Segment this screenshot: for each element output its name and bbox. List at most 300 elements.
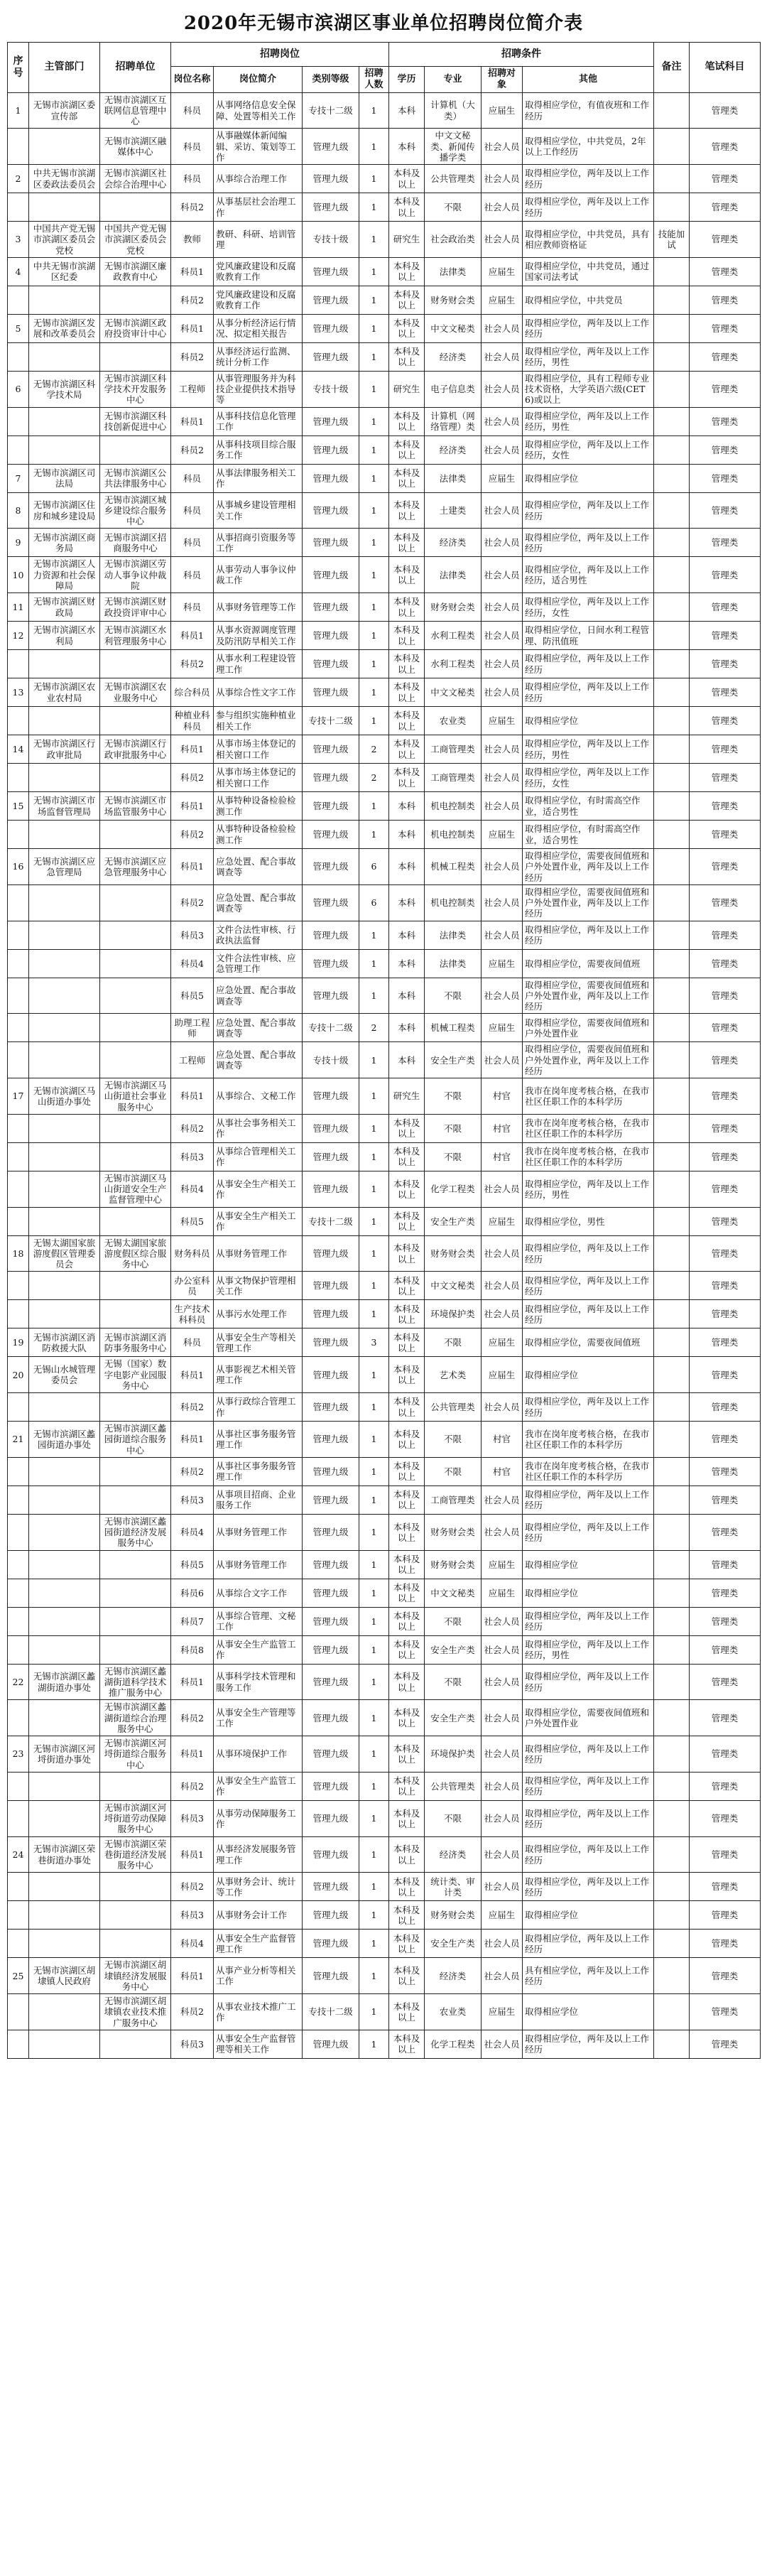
cell-dept bbox=[29, 1579, 100, 1607]
cell-post-name: 科员2 bbox=[171, 650, 214, 678]
cell-remark bbox=[654, 884, 690, 921]
cell-other: 取得相应学位，两年及以上工作经历 bbox=[523, 1514, 654, 1550]
cell-dept: 无锡市滨湖区消防救援大队 bbox=[29, 1328, 100, 1357]
cell-no: 2 bbox=[8, 165, 29, 193]
cell-category: 管理九级 bbox=[303, 1171, 359, 1207]
cell-count: 1 bbox=[359, 129, 389, 165]
cell-post-desc: 从事安全生产相关工作 bbox=[214, 1171, 303, 1207]
cell-unit bbox=[100, 1930, 171, 1958]
cell-remark bbox=[654, 1901, 690, 1930]
cell-category: 管理九级 bbox=[303, 650, 359, 678]
cell-category: 管理九级 bbox=[303, 435, 359, 464]
cell-exam: 管理类 bbox=[690, 342, 761, 371]
cell-education: 本科及以上 bbox=[389, 1235, 425, 1272]
cell-target: 社会人员 bbox=[482, 1171, 523, 1207]
cell-major: 法律类 bbox=[425, 464, 482, 492]
table-row bbox=[8, 2030, 761, 2058]
cell-education: 本科及以上 bbox=[389, 1800, 425, 1836]
cell-post-desc: 从事产业分析等相关工作 bbox=[214, 1958, 303, 1994]
cell-other: 取得相应学位，两年及以上工作经历 bbox=[523, 650, 654, 678]
cell-category: 管理九级 bbox=[303, 193, 359, 222]
cell-no: 4 bbox=[8, 257, 29, 286]
cell-major: 不限 bbox=[425, 1328, 482, 1357]
cell-dept bbox=[29, 1114, 100, 1142]
cell-other: 取得相应学位 bbox=[523, 1550, 654, 1579]
cell-education: 本科及以上 bbox=[389, 529, 425, 557]
cell-target: 应届生 bbox=[482, 1357, 523, 1393]
cell-other: 取得相应学位，中共党员，通过国家司法考试 bbox=[523, 257, 654, 286]
cell-count: 1 bbox=[359, 557, 389, 593]
cell-count: 1 bbox=[359, 593, 389, 622]
cell-post-desc: 从事安全生产监督管理等相关工作 bbox=[214, 2030, 303, 2058]
cell-remark bbox=[654, 1994, 690, 2030]
cell-other: 取得相应学位，两年及以上工作经历 bbox=[523, 1930, 654, 1958]
cell-target: 应届生 bbox=[482, 257, 523, 286]
cell-unit bbox=[100, 1207, 171, 1235]
cell-target: 应届生 bbox=[482, 1014, 523, 1042]
cell-target: 社会人员 bbox=[482, 1607, 523, 1635]
cell-major: 安全生产类 bbox=[425, 1635, 482, 1664]
cell-remark bbox=[654, 1457, 690, 1485]
cell-unit: 无锡市滨湖区消防事务服务中心 bbox=[100, 1328, 171, 1357]
cell-category: 管理九级 bbox=[303, 1235, 359, 1272]
cell-unit: 无锡市滨湖区蠡园街道经济发展服务中心 bbox=[100, 1514, 171, 1550]
cell-dept bbox=[29, 1272, 100, 1300]
table-row bbox=[8, 1736, 761, 1773]
table-row bbox=[8, 1235, 761, 1272]
cell-education: 本科及以上 bbox=[389, 1930, 425, 1958]
cell-count: 1 bbox=[359, 1514, 389, 1550]
table-row bbox=[8, 407, 761, 435]
header-exam: 笔试科目 bbox=[690, 43, 761, 93]
cell-target: 社会人员 bbox=[482, 593, 523, 622]
cell-post-desc: 从事基层社会治理工作 bbox=[214, 193, 303, 222]
cell-other: 取得相应学位，两年及以上工作经历 bbox=[523, 678, 654, 707]
cell-education: 本科及以上 bbox=[389, 342, 425, 371]
cell-education: 本科及以上 bbox=[389, 492, 425, 529]
table-row bbox=[8, 1457, 761, 1485]
cell-remark bbox=[654, 1272, 690, 1300]
cell-no bbox=[8, 1272, 29, 1300]
cell-dept bbox=[29, 1300, 100, 1328]
cell-exam: 管理类 bbox=[690, 707, 761, 735]
cell-exam: 管理类 bbox=[690, 949, 761, 978]
cell-post-desc: 从事科学技术管理和服务工作 bbox=[214, 1664, 303, 1700]
cell-count: 1 bbox=[359, 1700, 389, 1736]
cell-post-name: 科员4 bbox=[171, 1930, 214, 1958]
cell-category: 管理九级 bbox=[303, 1800, 359, 1836]
cell-no: 20 bbox=[8, 1357, 29, 1393]
cell-exam: 管理类 bbox=[690, 849, 761, 885]
cell-target: 社会人员 bbox=[482, 1772, 523, 1800]
cell-remark bbox=[654, 92, 690, 129]
table-row bbox=[8, 1836, 761, 1873]
cell-exam: 管理类 bbox=[690, 1635, 761, 1664]
cell-count: 1 bbox=[359, 978, 389, 1014]
table-body bbox=[8, 92, 761, 2058]
cell-exam: 管理类 bbox=[690, 593, 761, 622]
table-row bbox=[8, 1579, 761, 1607]
cell-remark bbox=[654, 1772, 690, 1800]
cell-post-desc: 从事劳动保障服务工作 bbox=[214, 1800, 303, 1836]
cell-remark bbox=[654, 1328, 690, 1357]
cell-dept bbox=[29, 650, 100, 678]
cell-education: 本科及以上 bbox=[389, 1485, 425, 1514]
cell-major: 财务财会类 bbox=[425, 286, 482, 314]
cell-unit bbox=[100, 1114, 171, 1142]
cell-exam: 管理类 bbox=[690, 492, 761, 529]
cell-no bbox=[8, 435, 29, 464]
cell-count: 1 bbox=[359, 492, 389, 529]
cell-target: 社会人员 bbox=[482, 1514, 523, 1550]
cell-target: 应届生 bbox=[482, 949, 523, 978]
cell-unit bbox=[100, 1393, 171, 1422]
cell-post-name: 科员2 bbox=[171, 1393, 214, 1422]
cell-post-desc: 从事财务管理工作 bbox=[214, 1514, 303, 1550]
cell-education: 本科 bbox=[389, 849, 425, 885]
cell-remark bbox=[654, 921, 690, 949]
cell-post-name: 科员1 bbox=[171, 1958, 214, 1994]
table-row bbox=[8, 884, 761, 921]
cell-remark bbox=[654, 193, 690, 222]
cell-other: 取得相应学位，日间水利工程管理、防汛值班 bbox=[523, 622, 654, 650]
cell-exam: 管理类 bbox=[690, 1772, 761, 1800]
cell-unit: 中国共产党无锡市滨湖区委员会党校 bbox=[100, 222, 171, 258]
cell-target: 应届生 bbox=[482, 1550, 523, 1579]
cell-remark bbox=[654, 1485, 690, 1514]
cell-no bbox=[8, 1930, 29, 1958]
cell-remark bbox=[654, 949, 690, 978]
cell-dept: 中共无锡市滨湖区委政法委员会 bbox=[29, 165, 100, 193]
cell-unit: 无锡市滨湖区胡埭镇农业技术推广服务中心 bbox=[100, 1994, 171, 2030]
cell-remark bbox=[654, 1873, 690, 1901]
cell-no: 25 bbox=[8, 1958, 29, 1994]
cell-category: 管理九级 bbox=[303, 557, 359, 593]
cell-no bbox=[8, 1171, 29, 1207]
cell-remark bbox=[654, 1114, 690, 1142]
cell-exam: 管理类 bbox=[690, 557, 761, 593]
cell-exam: 管理类 bbox=[690, 1700, 761, 1736]
cell-no bbox=[8, 1514, 29, 1550]
cell-category: 管理九级 bbox=[303, 1901, 359, 1930]
cell-major: 不限 bbox=[425, 1422, 482, 1458]
cell-count: 1 bbox=[359, 1485, 389, 1514]
cell-exam: 管理类 bbox=[690, 1800, 761, 1836]
cell-post-desc: 从事法律服务相关工作 bbox=[214, 464, 303, 492]
cell-unit bbox=[100, 2030, 171, 2058]
cell-dept: 无锡山水城管理委员会 bbox=[29, 1357, 100, 1393]
cell-unit bbox=[100, 1272, 171, 1300]
cell-major: 经济类 bbox=[425, 435, 482, 464]
cell-no bbox=[8, 1550, 29, 1579]
cell-category: 专技十二级 bbox=[303, 1994, 359, 2030]
cell-other: 取得相应学位，中共党员 bbox=[523, 286, 654, 314]
cell-post-name: 财务科员 bbox=[171, 1235, 214, 1272]
cell-remark bbox=[654, 2030, 690, 2058]
cell-unit bbox=[100, 1300, 171, 1328]
cell-education: 本科及以上 bbox=[389, 707, 425, 735]
cell-unit: 无锡市滨湖区廉政教育中心 bbox=[100, 257, 171, 286]
cell-dept: 无锡市滨湖区人力资源和社会保障局 bbox=[29, 557, 100, 593]
cell-no: 7 bbox=[8, 464, 29, 492]
cell-exam: 管理类 bbox=[690, 1579, 761, 1607]
table-row bbox=[8, 1901, 761, 1930]
table-row bbox=[8, 1485, 761, 1514]
cell-major: 中文文秘类 bbox=[425, 314, 482, 342]
cell-category: 管理九级 bbox=[303, 464, 359, 492]
cell-other: 取得相应学位，两年及以上工作经历 bbox=[523, 1836, 654, 1873]
cell-count: 1 bbox=[359, 707, 389, 735]
cell-post-name: 科员2 bbox=[171, 1873, 214, 1901]
table-row bbox=[8, 1114, 761, 1142]
cell-post-name: 科员1 bbox=[171, 407, 214, 435]
cell-education: 本科及以上 bbox=[389, 1550, 425, 1579]
cell-no: 23 bbox=[8, 1736, 29, 1773]
cell-post-desc: 从事综合性文字工作 bbox=[214, 678, 303, 707]
cell-dept bbox=[29, 342, 100, 371]
cell-unit: 无锡市滨湖区政府投资审计中心 bbox=[100, 314, 171, 342]
cell-post-desc: 文件合法性审核、行政执法监督 bbox=[214, 921, 303, 949]
cell-category: 管理九级 bbox=[303, 1328, 359, 1357]
cell-unit: 无锡太湖国家旅游度假区综合服务中心 bbox=[100, 1235, 171, 1272]
cell-category: 管理九级 bbox=[303, 529, 359, 557]
cell-exam: 管理类 bbox=[690, 314, 761, 342]
cell-education: 本科及以上 bbox=[389, 650, 425, 678]
cell-target: 社会人员 bbox=[482, 371, 523, 407]
cell-no bbox=[8, 978, 29, 1014]
cell-education: 本科 bbox=[389, 921, 425, 949]
cell-post-name: 科员2 bbox=[171, 884, 214, 921]
cell-remark bbox=[654, 1930, 690, 1958]
cell-other: 取得相应学位，两年及以上工作经历 bbox=[523, 1772, 654, 1800]
cell-target: 社会人员 bbox=[482, 650, 523, 678]
cell-education: 本科及以上 bbox=[389, 1635, 425, 1664]
cell-no bbox=[8, 1901, 29, 1930]
cell-post-desc: 从事经济发展服务管理工作 bbox=[214, 1836, 303, 1873]
cell-education: 本科及以上 bbox=[389, 1207, 425, 1235]
cell-count: 1 bbox=[359, 792, 389, 821]
cell-education: 本科及以上 bbox=[389, 1457, 425, 1485]
cell-major: 公共管理类 bbox=[425, 1393, 482, 1422]
cell-dept: 中国共产党无锡市滨湖区委员会党校 bbox=[29, 222, 100, 258]
cell-dept bbox=[29, 1873, 100, 1901]
table-row bbox=[8, 1042, 761, 1078]
cell-other: 取得相应学位 bbox=[523, 464, 654, 492]
cell-other: 取得相应学位，具有工程师专业技术资格，大学英语六级(CET6)或以上 bbox=[523, 371, 654, 407]
cell-dept bbox=[29, 764, 100, 792]
cell-exam: 管理类 bbox=[690, 821, 761, 849]
cell-exam: 管理类 bbox=[690, 1357, 761, 1393]
cell-post-desc: 应急处置、配合事故调查等 bbox=[214, 884, 303, 921]
cell-unit bbox=[100, 978, 171, 1014]
cell-remark bbox=[654, 1235, 690, 1272]
cell-dept: 无锡市滨湖区应急管理局 bbox=[29, 849, 100, 885]
cell-exam: 管理类 bbox=[690, 1664, 761, 1700]
cell-count: 1 bbox=[359, 1042, 389, 1078]
cell-no bbox=[8, 1485, 29, 1514]
cell-post-desc: 教研、科研、培训管理 bbox=[214, 222, 303, 258]
cell-education: 本科 bbox=[389, 92, 425, 129]
cell-remark bbox=[654, 1836, 690, 1873]
cell-count: 1 bbox=[359, 1550, 389, 1579]
cell-major: 法律类 bbox=[425, 949, 482, 978]
cell-post-name: 科员3 bbox=[171, 1901, 214, 1930]
cell-dept bbox=[29, 435, 100, 464]
cell-education: 本科及以上 bbox=[389, 1272, 425, 1300]
cell-post-desc: 从事财务管理工作 bbox=[214, 1550, 303, 1579]
cell-unit: 无锡市滨湖区融媒体中心 bbox=[100, 129, 171, 165]
cell-major: 经济类 bbox=[425, 529, 482, 557]
cell-dept: 无锡市滨湖区蠡湖街道办事处 bbox=[29, 1664, 100, 1700]
header-post-group: 招聘岗位 bbox=[171, 43, 389, 67]
cell-no: 3 bbox=[8, 222, 29, 258]
cell-target: 应届生 bbox=[482, 92, 523, 129]
cell-target: 社会人员 bbox=[482, 529, 523, 557]
table-row bbox=[8, 1171, 761, 1207]
cell-major: 计算机（网络管理）类 bbox=[425, 407, 482, 435]
cell-post-name: 科员1 bbox=[171, 622, 214, 650]
cell-unit bbox=[100, 1635, 171, 1664]
cell-dept bbox=[29, 1485, 100, 1514]
cell-major: 环境保护类 bbox=[425, 1736, 482, 1773]
cell-unit bbox=[100, 821, 171, 849]
cell-target: 社会人员 bbox=[482, 978, 523, 1014]
cell-count: 1 bbox=[359, 314, 389, 342]
table-row bbox=[8, 735, 761, 764]
table-row bbox=[8, 1958, 761, 1994]
header-post-desc: 岗位简介 bbox=[214, 67, 303, 93]
header-education: 学历 bbox=[389, 67, 425, 93]
cell-post-desc: 从事市场主体登记的相关窗口工作 bbox=[214, 735, 303, 764]
cell-count: 1 bbox=[359, 257, 389, 286]
cell-other: 取得相应学位，两年及以上工作经历 bbox=[523, 492, 654, 529]
cell-count: 1 bbox=[359, 1300, 389, 1328]
cell-education: 本科及以上 bbox=[389, 1114, 425, 1142]
cell-post-desc: 应急处置、配合事故调查等 bbox=[214, 849, 303, 885]
cell-target: 应届生 bbox=[482, 286, 523, 314]
cell-major: 不限 bbox=[425, 193, 482, 222]
table-row bbox=[8, 1994, 761, 2030]
cell-major: 水利工程类 bbox=[425, 622, 482, 650]
cell-remark bbox=[654, 1422, 690, 1458]
cell-other: 取得相应学位，需要夜间值班和户外处置作业，两年及以上工作经历 bbox=[523, 884, 654, 921]
cell-post-desc: 从事安全生产监管工作 bbox=[214, 1635, 303, 1664]
cell-count: 1 bbox=[359, 342, 389, 371]
cell-education: 本科及以上 bbox=[389, 1664, 425, 1700]
cell-no bbox=[8, 764, 29, 792]
cell-category: 管理九级 bbox=[303, 884, 359, 921]
cell-post-desc: 从事分析经济运行情况、拟定相关报告 bbox=[214, 314, 303, 342]
cell-post-desc: 从事科技项目综合服务工作 bbox=[214, 435, 303, 464]
table-row bbox=[8, 1300, 761, 1328]
cell-unit bbox=[100, 435, 171, 464]
cell-count: 6 bbox=[359, 884, 389, 921]
cell-post-name: 科员 bbox=[171, 129, 214, 165]
cell-dept: 中共无锡市滨湖区纪委 bbox=[29, 257, 100, 286]
cell-other: 取得相应学位，两年及以上工作经历 bbox=[523, 1664, 654, 1700]
cell-dept: 无锡市滨湖区司法局 bbox=[29, 464, 100, 492]
cell-target: 社会人员 bbox=[482, 921, 523, 949]
table-row bbox=[8, 1772, 761, 1800]
cell-unit: 无锡市滨湖区劳动人事争议仲裁院 bbox=[100, 557, 171, 593]
cell-post-desc: 从事安全生产监督管理工作 bbox=[214, 1930, 303, 1958]
cell-remark bbox=[654, 707, 690, 735]
cell-remark bbox=[654, 1042, 690, 1078]
cell-no bbox=[8, 2030, 29, 2058]
header-post-name: 岗位名称 bbox=[171, 67, 214, 93]
cell-major: 统计类、审计类 bbox=[425, 1873, 482, 1901]
cell-major: 公共管理类 bbox=[425, 1772, 482, 1800]
header-conditions-group: 招聘条件 bbox=[389, 43, 654, 67]
cell-category: 专技十二级 bbox=[303, 1014, 359, 1042]
cell-exam: 管理类 bbox=[690, 1930, 761, 1958]
cell-education: 本科及以上 bbox=[389, 1514, 425, 1550]
cell-education: 本科及以上 bbox=[389, 764, 425, 792]
cell-other: 取得相应学位，两年及以上工作经历 bbox=[523, 314, 654, 342]
cell-no bbox=[8, 193, 29, 222]
cell-education: 本科 bbox=[389, 1014, 425, 1042]
cell-no bbox=[8, 1207, 29, 1235]
cell-post-name: 科员 bbox=[171, 492, 214, 529]
cell-no: 14 bbox=[8, 735, 29, 764]
cell-major: 安全生产类 bbox=[425, 1930, 482, 1958]
cell-remark bbox=[654, 492, 690, 529]
table-row bbox=[8, 314, 761, 342]
cell-no: 10 bbox=[8, 557, 29, 593]
cell-no bbox=[8, 1300, 29, 1328]
cell-target: 社会人员 bbox=[482, 314, 523, 342]
cell-count: 1 bbox=[359, 1836, 389, 1873]
cell-unit: 无锡市滨湖区河埒街道综合服务中心 bbox=[100, 1736, 171, 1773]
cell-other: 取得相应学位，两年及以上工作经历 bbox=[523, 2030, 654, 2058]
cell-post-name: 科员1 bbox=[171, 1836, 214, 1873]
cell-category: 管理九级 bbox=[303, 1836, 359, 1873]
page-title: 2020年无锡市滨湖区事业单位招聘岗位简介表 bbox=[183, 13, 584, 34]
cell-education: 本科 bbox=[389, 949, 425, 978]
cell-remark bbox=[654, 764, 690, 792]
cell-other: 取得相应学位，两年及以上工作经历 bbox=[523, 1272, 654, 1300]
cell-exam: 管理类 bbox=[690, 1836, 761, 1873]
cell-major: 法律类 bbox=[425, 557, 482, 593]
cell-dept bbox=[29, 2030, 100, 2058]
cell-major: 艺术类 bbox=[425, 1357, 482, 1393]
cell-exam: 管理类 bbox=[690, 978, 761, 1014]
cell-education: 本科及以上 bbox=[389, 557, 425, 593]
cell-post-desc: 参与组织实施种植业相关工作 bbox=[214, 707, 303, 735]
table-row bbox=[8, 371, 761, 407]
cell-remark bbox=[654, 1142, 690, 1171]
cell-education: 研究生 bbox=[389, 1078, 425, 1115]
cell-unit bbox=[100, 286, 171, 314]
cell-major: 财务财会类 bbox=[425, 1901, 482, 1930]
cell-count: 1 bbox=[359, 1607, 389, 1635]
cell-other: 我市在岗年度考核合格，在我市社区任职工作的本科学历 bbox=[523, 1422, 654, 1458]
cell-post-name: 科员5 bbox=[171, 1550, 214, 1579]
table-row bbox=[8, 165, 761, 193]
cell-count: 1 bbox=[359, 1393, 389, 1422]
cell-dept bbox=[29, 1800, 100, 1836]
cell-major: 化学工程类 bbox=[425, 1171, 482, 1207]
cell-post-name: 综合科员 bbox=[171, 678, 214, 707]
cell-category: 管理九级 bbox=[303, 1958, 359, 1994]
cell-category: 管理九级 bbox=[303, 593, 359, 622]
cell-other: 取得相应学位，需要夜间值班 bbox=[523, 1328, 654, 1357]
cell-post-name: 科员1 bbox=[171, 1078, 214, 1115]
table-row bbox=[8, 1422, 761, 1458]
cell-other: 取得相应学位，需要夜间值班和户外处置作业 bbox=[523, 1700, 654, 1736]
cell-exam: 管理类 bbox=[690, 1514, 761, 1550]
cell-unit bbox=[100, 884, 171, 921]
